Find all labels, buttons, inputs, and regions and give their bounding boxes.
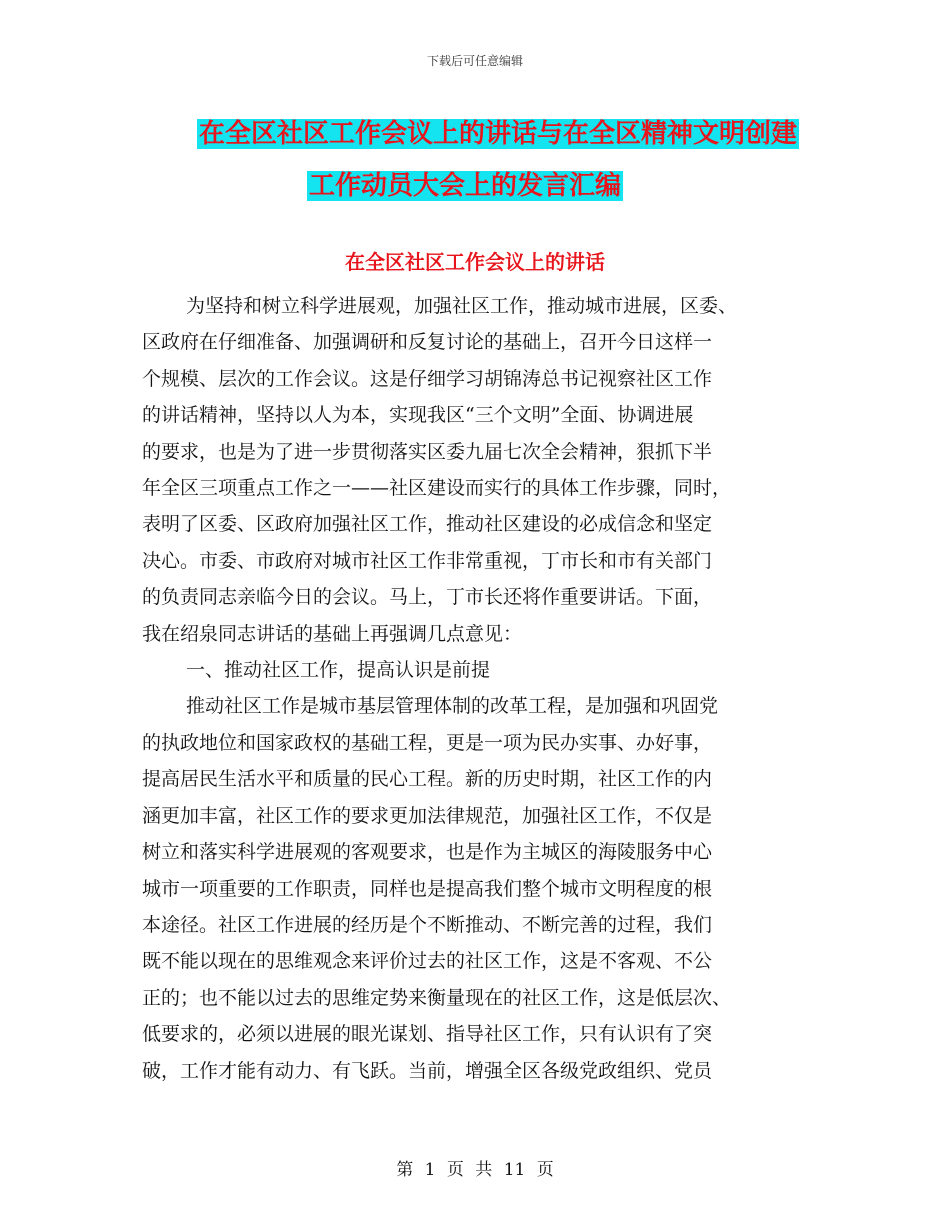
title-line-1: 在全区社区工作会议上的讲话与在全区精神文明创建	[198, 119, 797, 149]
paragraph-line: 表明了区委、区政府加强社区工作，推动社区建设的必成信念和坚定	[142, 513, 713, 536]
paragraph-line: 个规模、层次的工作会议。这是仔细学习胡锦涛总书记视察社区工作	[142, 367, 713, 390]
paragraph-line: 的执政地位和国家政权的基础工程，更是一项为民办实事、办好事，	[142, 731, 713, 754]
paragraph-line: 正的；也不能以过去的思维定势来衡量现在的社区工作，这是低层次、	[142, 986, 732, 1009]
paragraph-line: 树立和落实科学进展观的客观要求，也是作为主城区的海陵服务中心	[142, 841, 713, 864]
body-text	[142, 288, 822, 1089]
section-title: 在全区社区工作会议上的讲话	[345, 250, 605, 274]
paragraph-line: 低要求的，必须以进展的眼光谋划、指导社区工作，只有认识有了突	[142, 1023, 713, 1046]
paragraph-line: 我在绍泉同志讲话的基础上再强调几点意见：	[142, 622, 523, 645]
title-line-2: 工作动员大会上的发言汇编	[308, 171, 621, 201]
page-header: 下载后可任意编辑	[426, 54, 523, 68]
paragraph-line: 为坚持和树立科学进展观，加强社区工作，推动城市进展，区委、	[186, 295, 738, 317]
paragraph-line: 提高居民生活水平和质量的民心工程。新的历史时期，社区工作的内	[142, 768, 713, 791]
section-heading: 一、推动社区工作，提高认识是前提	[186, 659, 491, 682]
paragraph-line: 的讲话精神，坚持以人为本，实现我区“三个文明”全面、协调进展	[142, 404, 694, 427]
paragraph-line: 本途径。社区工作进展的经历是个不断推动、不断完善的过程，我们	[142, 913, 713, 936]
paragraph-line: 区政府在仔细准备、加强调研和反复讨论的基础上，召开今日这样一	[142, 331, 713, 354]
document-title	[0, 108, 950, 212]
paragraph-line: 涵更加丰富，社区工作的要求更加法律规范，加强社区工作，不仅是	[142, 804, 713, 827]
paragraph-line: 的负责同志亲临今日的会议。马上，丁市长还将作重要讲话。下面，	[142, 586, 713, 609]
paragraph-line: 决心。市委、市政府对城市社区工作非常重视，丁市长和市有关部门	[142, 549, 713, 572]
paragraph-line: 年全区三项重点工作之一——社区建设而实行的具体工作步骤，同时，	[142, 477, 732, 500]
paragraph-line: 既不能以现在的思维观念来评价过去的社区工作，这是不客观、不公	[142, 950, 713, 973]
paragraph-line: 的要求，也是为了进一步贯彻落实区委九届七次全会精神，狠抓下半	[142, 440, 713, 463]
paragraph-line: 城市一项重要的工作职责，同样也是提高我们整个城市文明程度的根	[142, 877, 713, 900]
paragraph-line: 推动社区工作是城市基层管理体制的改革工程，是加强和巩固党	[186, 695, 719, 718]
paragraph-line: 破，工作才能有动力、有飞跃。当前，增强全区各级党政组织、党员	[142, 1059, 713, 1082]
page-footer: 第 1 页 共 11 页	[396, 1160, 554, 1180]
